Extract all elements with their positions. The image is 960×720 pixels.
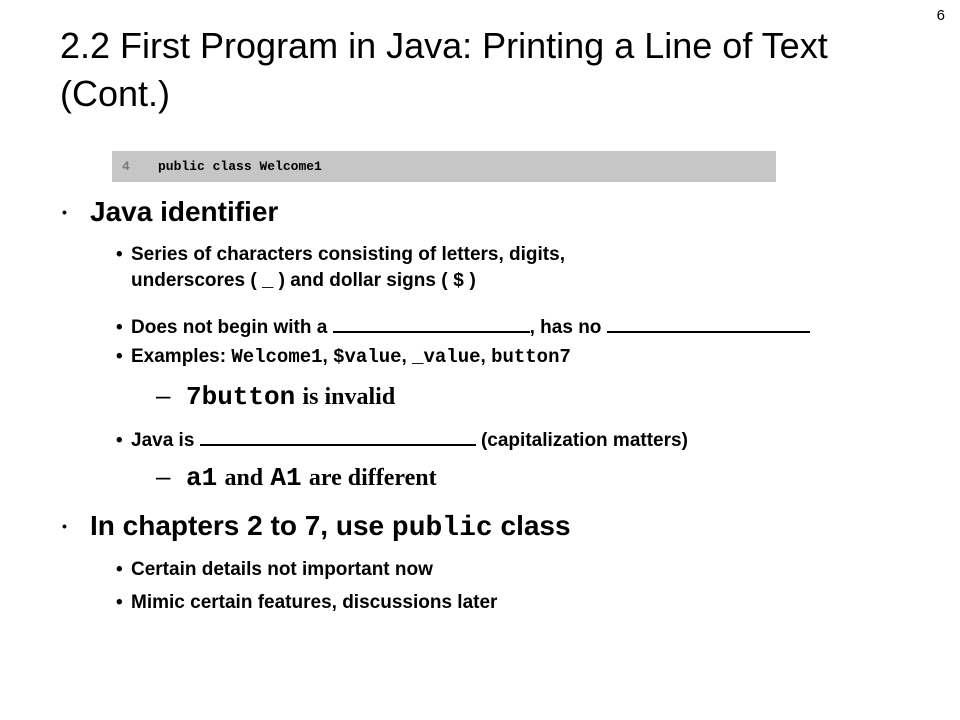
series-text-c: ) [469, 270, 476, 291]
code-a1-upper: A1 [270, 463, 302, 493]
fill-blank-3 [200, 428, 476, 446]
bullet-chapters [62, 510, 571, 544]
bullet-text: Java identifier [90, 196, 279, 227]
mimic-text: Mimic certain features, discussions later [131, 592, 498, 613]
bullet-marker: • [116, 559, 123, 580]
begin-text-a: Does not begin with a [131, 317, 328, 338]
and-text: and [224, 465, 264, 491]
case-text-a: Java is [131, 430, 195, 451]
code-snippet [112, 151, 776, 182]
separator: , [401, 346, 407, 367]
bullet-marker: • [116, 430, 123, 451]
code-line-number: 4 [122, 159, 130, 174]
series-text-a: underscores ( [131, 270, 257, 291]
details-text: Certain details not important now [131, 559, 433, 580]
begin-text-b: , has no [529, 317, 602, 338]
sub-item-different [156, 461, 437, 493]
bullet-case-sensitive [116, 428, 891, 454]
invalid-code: 7button [186, 382, 296, 412]
bullet-examples [116, 344, 891, 370]
bullet-does-not-begin [116, 315, 931, 341]
chapters-text-a: In chapters 2 to 7, use [90, 510, 385, 541]
dollar-char: $ [452, 270, 465, 292]
bullet-marker: • [62, 204, 67, 220]
fill-blank-2 [607, 315, 810, 333]
example-dollar-value: $value [333, 346, 402, 368]
fill-blank-1 [333, 315, 530, 333]
bullet-marker: • [62, 518, 67, 534]
sub-item-invalid [156, 380, 395, 412]
code-line [158, 151, 322, 182]
bullet-marker: • [116, 346, 123, 367]
bullet-details [116, 557, 433, 583]
bullet-series [116, 242, 831, 294]
dash-marker: – [156, 461, 171, 491]
example-button7: button7 [491, 346, 571, 368]
bullet-marker: • [116, 592, 123, 613]
bullet-marker: • [116, 244, 123, 265]
code-keyword-class: class [212, 159, 252, 174]
code-keyword-public: public [158, 159, 205, 174]
example-welcome1: Welcome1 [231, 346, 323, 368]
separator: , [322, 346, 328, 367]
series-text-b: ) and dollar signs ( [278, 270, 448, 291]
bullet-mimic [116, 590, 498, 616]
invalid-text: is invalid [302, 384, 396, 410]
chapters-text-b: class [500, 510, 571, 541]
slide-title: 2.2 First Program in Java: Printing a Line of Text (Cont.) [60, 25, 828, 114]
code-a1-lower: a1 [186, 463, 218, 493]
examples-label: Examples: [131, 346, 227, 367]
underscore-char: _ [261, 270, 274, 292]
separator: , [480, 346, 486, 367]
series-line-2 [131, 268, 831, 294]
code-class-name: Welcome1 [259, 159, 322, 174]
different-text: are different [308, 465, 437, 491]
bullet-marker: • [116, 317, 123, 338]
dash-marker: – [156, 380, 171, 410]
example-underscore-value: _value [412, 346, 481, 368]
slide-number: 6 [936, 7, 945, 24]
chapters-code-public: public [391, 513, 493, 544]
bullet-java-identifier [62, 196, 279, 228]
case-text-b: (capitalization matters) [480, 430, 688, 451]
series-line-1: Series of characters consisting of letters, digits, [131, 244, 565, 265]
